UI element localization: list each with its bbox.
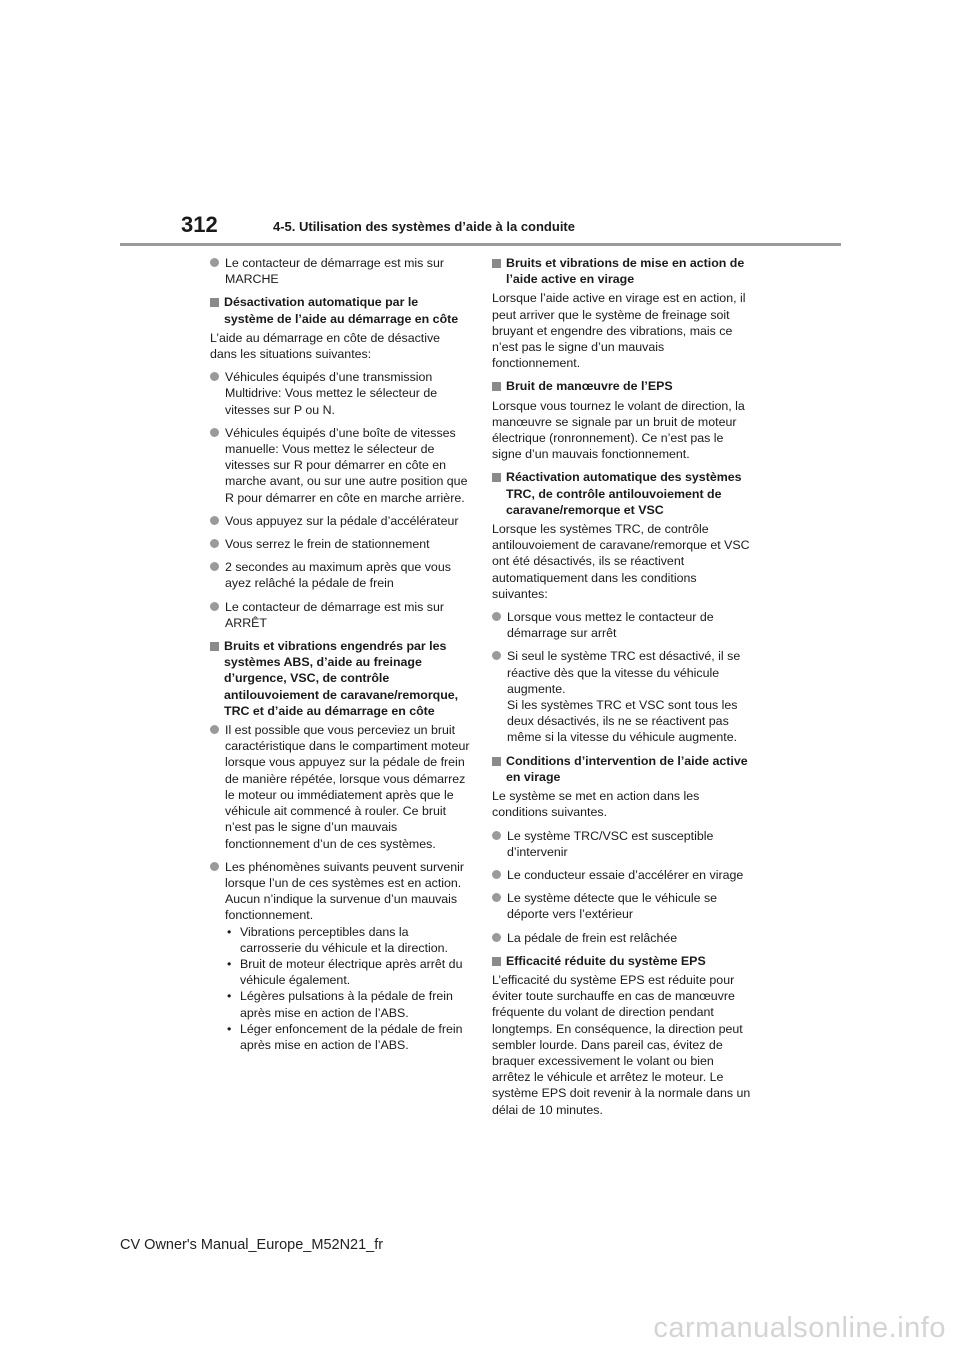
bullet-icon bbox=[210, 516, 219, 525]
list-item: Si seul le système TRC est désactivé, il se réactive dès que la vitesse du véhicule augmente. Si les systèmes TRC et VSC sont tous les deux désactivés, ils ne se réactivent pas même si la vitesse du véhicule augmente. bbox=[492, 648, 752, 745]
bullet-icon bbox=[210, 602, 219, 611]
dash-bullet: • bbox=[227, 956, 232, 971]
dash-bullet: • bbox=[227, 989, 232, 1004]
right-column bbox=[492, 255, 752, 1125]
bullet-icon bbox=[210, 862, 219, 871]
list-item: Vous serrez le frein de stationnement bbox=[210, 536, 470, 552]
paragraph: Le système se met en action dans les conditions suivantes. bbox=[492, 789, 700, 820]
subsection-heading: Efficacité réduite du système EPS bbox=[492, 953, 752, 969]
list-item: Le système détecte que le véhicule se déporte vers l’extérieur bbox=[492, 890, 752, 922]
square-bullet-icon bbox=[492, 957, 501, 966]
list-item: Le contacteur de démarrage est mis sur MARCHE bbox=[210, 255, 470, 287]
sub-list-item: • Léger enfoncement de la pédale de frein après mise en action de l’ABS. bbox=[227, 1021, 463, 1052]
bullet-icon bbox=[492, 933, 501, 942]
paragraph: L’efficacité du système EPS est réduite pour éviter toute surchauffe en cas de manœuvre fréquente du volant de direction pendant longtemps. En conséquence, la direction peut sembler lourde. Dans pareil cas, évitez de braquer excessivement le volant ou bien arrêtez le véhicule et arrêtez le moteur. Le système EPS doit revenir à la normale dans un délai de 10 minutes. bbox=[492, 972, 751, 1117]
bullet-icon bbox=[210, 725, 219, 734]
bullet-icon bbox=[492, 612, 501, 621]
paragraph: Lorsque vous tournez le volant de direction, la manœuvre se signale par un bruit de moteur électrique (ronronnement). Ce n’est pas le signe d’un mauvais fonctionnement. bbox=[492, 398, 745, 462]
list-item: Lorsque vous mettez le contacteur de démarrage sur arrêt bbox=[492, 609, 752, 641]
watermark: carmanualsonline.info bbox=[653, 1312, 946, 1344]
list-item: La pédale de frein est relâchée bbox=[492, 930, 752, 946]
list-item: Véhicules équipés d’une boîte de vitesses manuelle: Vous mettez le sélecteur de vitesses sur R pour démarrer en côte en marche avant, ou sur une autre position que R pour démarrer en côte en marche arrière. bbox=[210, 425, 470, 506]
list-item: Les phénomènes suivants peuvent survenir lorsque l’un de ces systèmes est en action. Aucun n’indique la survenue d’un mauvais fonctionnement. bbox=[210, 859, 470, 924]
sub-list-item: • Bruit de moteur électrique après arrêt du véhicule également. bbox=[227, 956, 463, 988]
list-item: Le conducteur essaie d’accélérer en virage bbox=[492, 867, 752, 883]
bullet-icon bbox=[492, 831, 501, 840]
footer-doc-name: CV Owner's Manual_Europe_M52N21_fr bbox=[120, 1237, 384, 1253]
list-item: 2 secondes au maximum après que vous ayez relâché la pédale de frein bbox=[210, 559, 470, 591]
list-item: Il est possible que vous perceviez un bruit caractéristique dans le compartiment moteur lorsque vous appuyez sur la pédale de frein de manière répétée, lorsque vous démarrez le moteur ou immédiatement après que le véhicule ait commencé à rouler. Ce bruit n’est pas le signe d’un mauvais fonctionnement d’un de ces systèmes. bbox=[210, 722, 470, 852]
list-item: Vous appuyez sur la pédale d’accélérateur bbox=[210, 513, 470, 529]
paragraph: Lorsque les systèmes TRC, de contrôle antilouvoiement de caravane/remorque et VSC ont été désactivés, ils se réactivent automatiquement dans les conditions suivantes: bbox=[492, 522, 750, 601]
list-item: Le contacteur de démarrage est mis sur ARRÊT bbox=[210, 599, 470, 631]
dash-bullet: • bbox=[227, 924, 232, 939]
bullet-icon bbox=[210, 258, 219, 267]
section-title: 4-5. Utilisation des systèmes d’aide à la conduite bbox=[273, 219, 575, 234]
sub-list-item: • Vibrations perceptibles dans la carrosserie du véhicule et la direction. bbox=[227, 924, 448, 955]
bullet-icon bbox=[210, 562, 219, 571]
bullet-icon bbox=[210, 539, 219, 548]
subsection-heading: Bruit de manœuvre de l’EPS bbox=[492, 378, 752, 394]
square-bullet-icon bbox=[492, 757, 501, 766]
bullet-icon bbox=[210, 428, 219, 437]
list-item: Véhicules équipés d’une transmission Multidrive: Vous mettez le sélecteur de vitesses sur P ou N. bbox=[210, 369, 470, 418]
square-bullet-icon bbox=[492, 473, 501, 482]
subsection-heading: Désactivation automatique par le système de l’aide au démarrage en côte bbox=[210, 294, 470, 326]
bullet-icon bbox=[492, 893, 501, 902]
paragraph: L’aide au démarrage en côte de désactive dans les situations suivantes: bbox=[210, 330, 441, 362]
paragraph: Lorsque l’aide active en virage est en action, il peut arriver que le système de freinage soit bruyant et engendre des vibrations, mais ce n’est pas le signe d’un mauvais fonctionnement. bbox=[492, 291, 746, 371]
page-number: 312 bbox=[181, 212, 218, 237]
subsection-heading: Conditions d’intervention de l’aide active en virage bbox=[492, 753, 752, 785]
dash-bullet: • bbox=[227, 1021, 232, 1036]
left-column bbox=[210, 255, 470, 1053]
square-bullet-icon bbox=[210, 642, 219, 651]
bullet-icon bbox=[210, 372, 219, 381]
square-bullet-icon bbox=[210, 298, 219, 307]
square-bullet-icon bbox=[492, 382, 501, 391]
square-bullet-icon bbox=[492, 259, 501, 268]
subsection-heading: Bruits et vibrations engendrés par les systèmes ABS, d’aide au freinage d’urgence, VSC, de contrôle antilouvoiement de caravane/remorque, TRC et d’aide au démarrage en côte bbox=[210, 638, 470, 719]
header-rule bbox=[120, 243, 841, 246]
bullet-icon bbox=[492, 651, 501, 660]
sub-list-item: • Légères pulsations à la pédale de frein après mise en action de l’ABS. bbox=[227, 989, 453, 1020]
subsection-heading: Bruits et vibrations de mise en action de l’aide active en virage bbox=[492, 255, 752, 287]
bullet-icon bbox=[492, 870, 501, 879]
list-item: Le système TRC/VSC est susceptible d’intervenir bbox=[492, 828, 752, 860]
subsection-heading: Réactivation automatique des systèmes TRC, de contrôle antilouvoiement de caravane/remorque et VSC bbox=[492, 469, 752, 518]
